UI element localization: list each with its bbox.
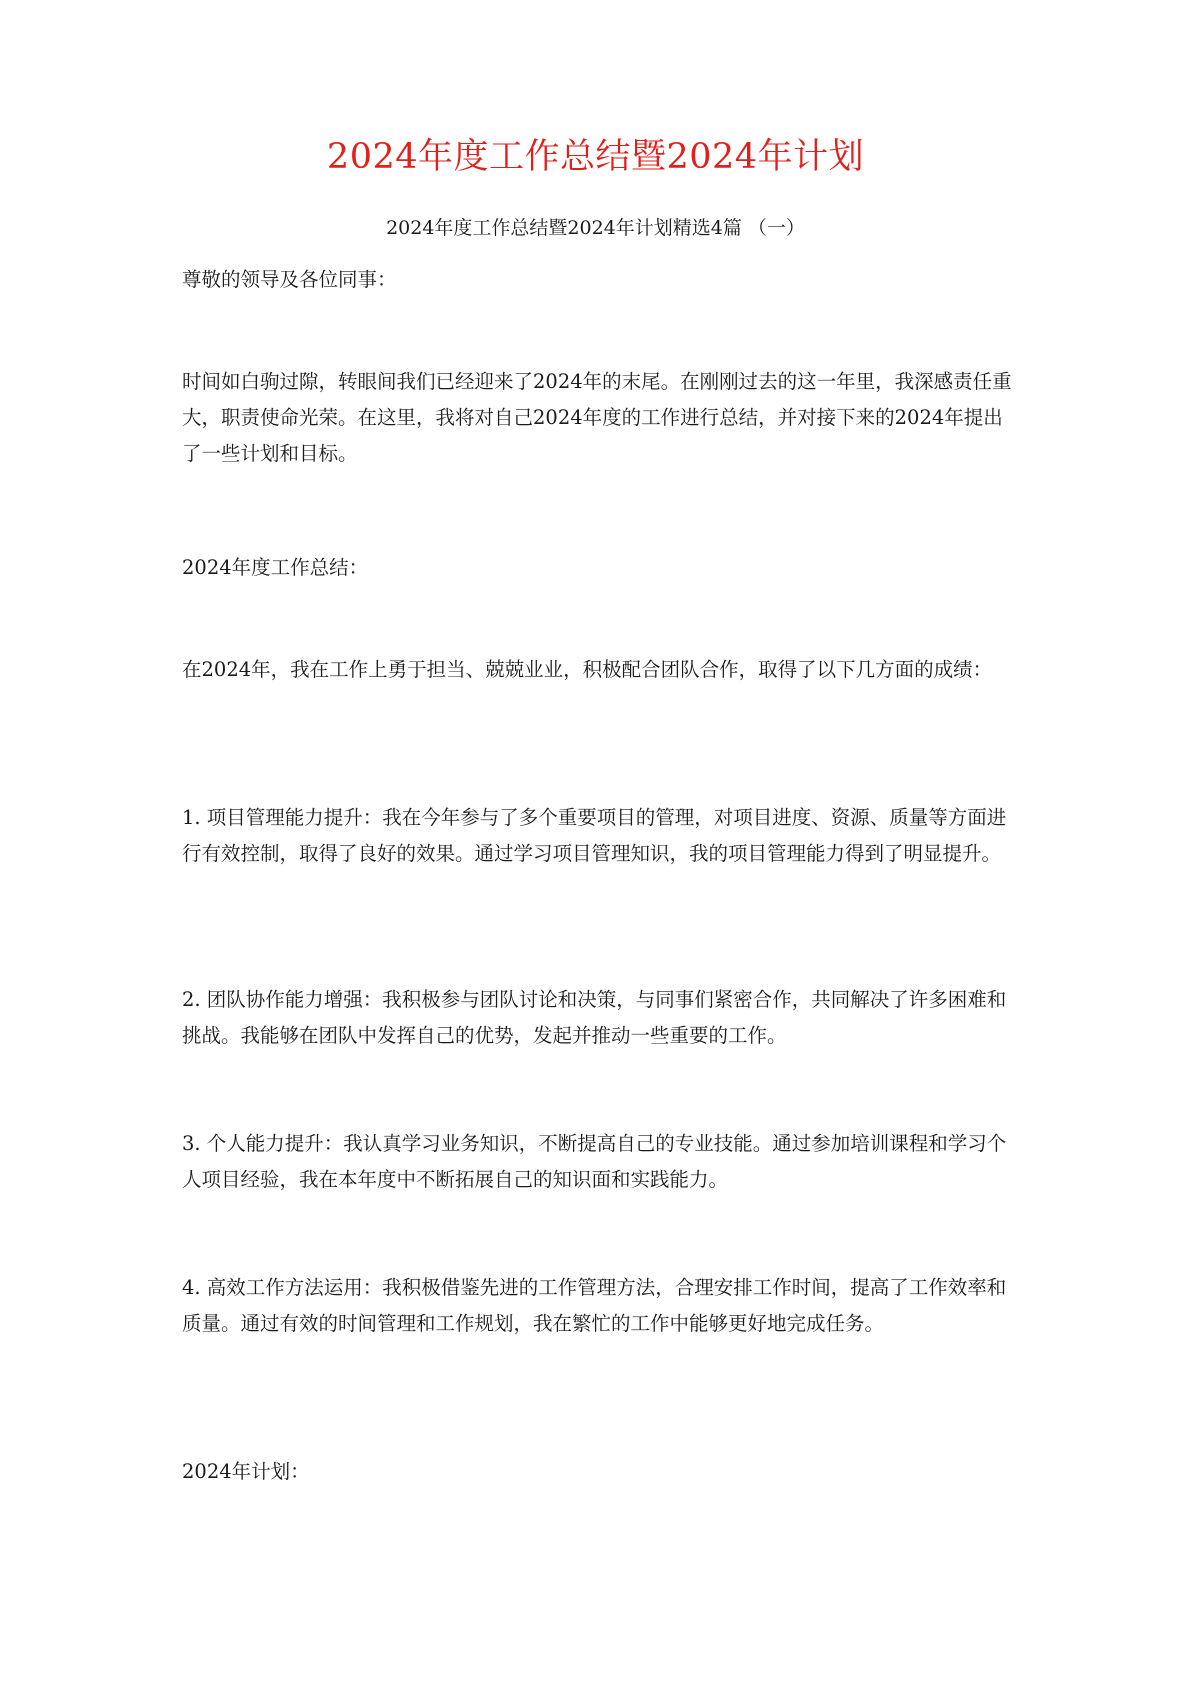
summary-heading: 2024年度工作总结：: [182, 556, 369, 579]
summary-item-3: 3. 个人能力提升：我认真学习业务知识，不断提高自己的专业技能。通过参加培训课程和学习个人项目经验，我在本年度中不断拓展自己的知识面和实践能力。: [182, 1132, 1007, 1191]
summary-item-4: 4. 高效工作方法运用：我积极借鉴先进的工作管理方法，合理安排工作时间，提高了工作效率和质量。通过有效的时间管理和工作规划，我在繁忙的工作中能够更好地完成任务。: [182, 1276, 1007, 1335]
summary-item-1: 1. 项目管理能力提升：我在今年参与了多个重要项目的管理，对项目进度、资源、质量等方面进行有效控制，取得了良好的效果。通过学习项目管理知识，我的项目管理能力得到了明显提升。: [182, 806, 1007, 865]
plan-heading: 2024年计划：: [182, 1460, 310, 1483]
document-subtitle: 2024年度工作总结暨2024年计划精选4篇 （一）: [386, 217, 805, 239]
summary-intro-paragraph: 在2024年，我在工作上勇于担当、兢兢业业，积极配合团队合作，取得了以下几方面的成绩：: [182, 658, 993, 681]
summary-item-2: 2. 团队协作能力增强：我积极参与团队讨论和决策，与同事们紧密合作，共同解决了许多困难和挑战。我能够在团队中发挥自己的优势，发起并推动一些重要的工作。: [182, 988, 1007, 1047]
document-title: 2024年度工作总结暨2024年计划: [326, 137, 865, 177]
intro-paragraph: 时间如白驹过隙，转眼间我们已经迎来了2024年的末尾。在刚刚过去的这一年里，我深感责任重大，职责使命光荣。在这里，我将对自己2024年度的工作进行总结，并对接下来的2024年提出了一些计划和目标。: [182, 370, 1012, 465]
greeting: 尊敬的领导及各位同事：: [182, 268, 397, 291]
